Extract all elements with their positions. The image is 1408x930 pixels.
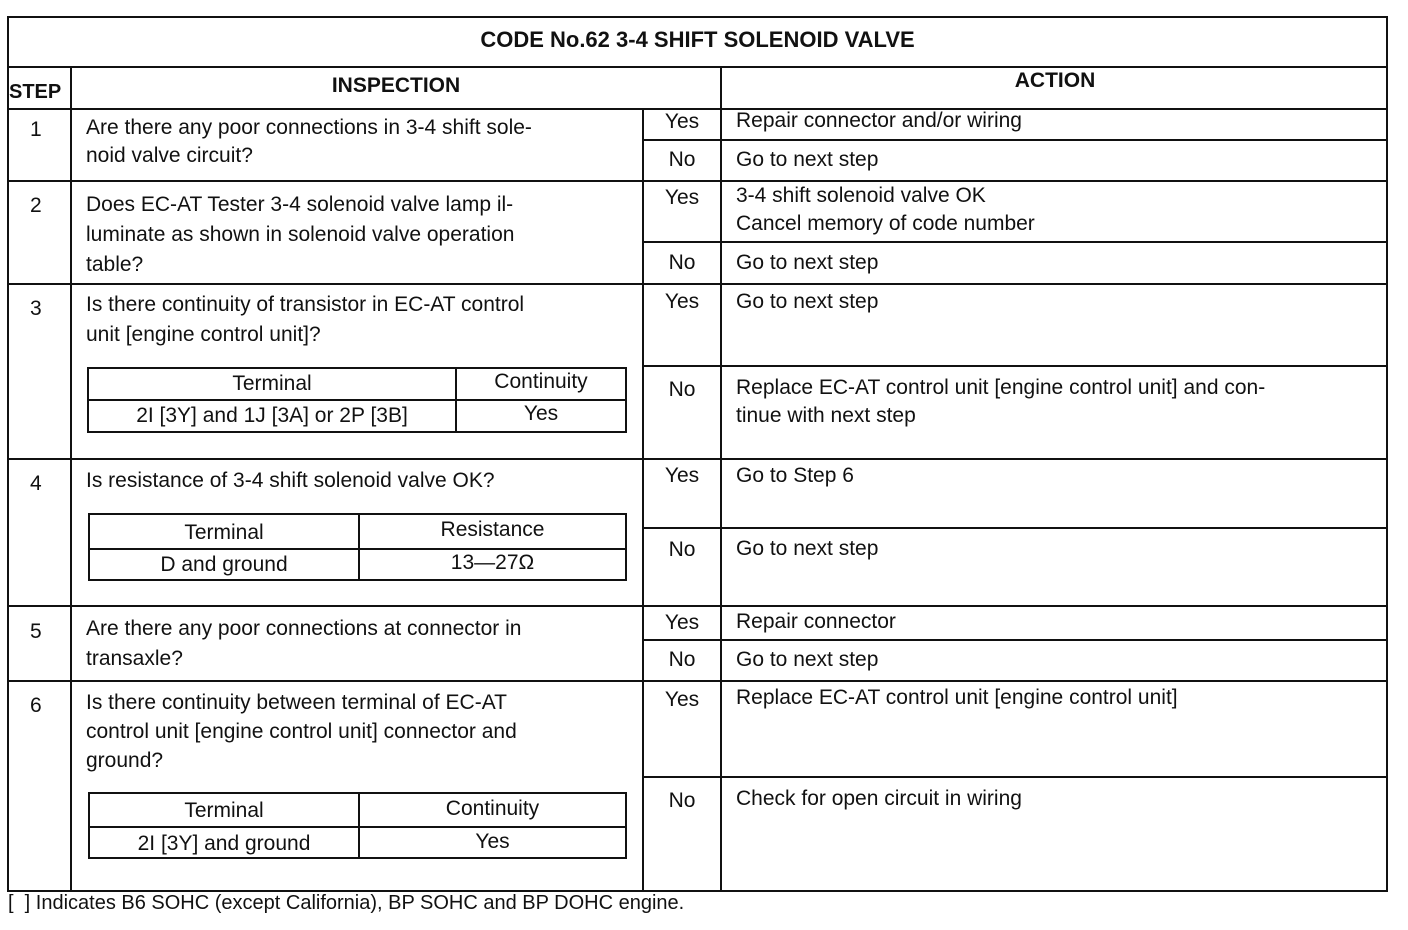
yes-action: Repair connector — [736, 610, 896, 633]
yes-label: Yes — [664, 186, 700, 209]
step-question: Is resistance of 3-4 shift solenoid valve OK? — [86, 469, 495, 492]
yes-label: Yes — [664, 688, 700, 711]
result-value: 13—27Ω — [450, 551, 535, 574]
step-question: Are there any poor connections in 3-4 shift sole- noid valve circuit? — [86, 116, 532, 167]
step-question: Is there continuity between terminal of EC-AT control unit [engine control unit] connector and ground? — [86, 691, 517, 772]
terminal-value: 2I [3Y] and 1J [3A] or 2P [3B] — [136, 404, 408, 427]
step-number: 3 — [30, 297, 42, 320]
no-action: Go to next step — [736, 648, 879, 671]
no-label: No — [668, 378, 696, 401]
yes-label: Yes — [664, 611, 700, 634]
yes-label: Yes — [664, 110, 700, 133]
header-action: ACTION — [1014, 69, 1096, 92]
no-action: Go to next step — [736, 537, 879, 560]
footnote: [ ] Indicates B6 SOHC (except California), BP SOHC and BP DOHC engine. — [8, 892, 685, 914]
terminal-value: 2I [3Y] and ground — [137, 832, 311, 855]
no-label: No — [668, 648, 696, 671]
terminal-header: Terminal — [232, 372, 312, 395]
no-action: Go to next step — [736, 251, 879, 274]
terminal-table — [88, 792, 627, 859]
header-inspection: INSPECTION — [331, 74, 461, 97]
no-label: No — [668, 789, 696, 812]
result-value: Yes — [523, 402, 559, 425]
yes-label: Yes — [664, 464, 700, 487]
no-label: No — [668, 251, 696, 274]
step-question: Does EC-AT Tester 3-4 solenoid valve lamp il- luminate as shown in solenoid valve operation table? — [86, 193, 515, 276]
yes-action: Replace EC-AT control unit [engine control unit] — [736, 686, 1178, 709]
step-question: Are there any poor connections at connector in transaxle? — [86, 617, 522, 670]
no-action: Check for open circuit in wiring — [736, 787, 1022, 810]
step-number: 5 — [30, 620, 42, 643]
header-step: STEP — [9, 81, 62, 103]
value-header: Continuity — [494, 370, 588, 393]
yes-action: 3-4 shift solenoid valve OK Cancel memory of code number — [736, 184, 1035, 235]
terminal-table — [87, 367, 627, 433]
value-header: Resistance — [440, 518, 545, 541]
no-action: Replace EC-AT control unit [engine control unit] and con- tinue with next step — [736, 376, 1266, 427]
result-value: Yes — [475, 830, 510, 853]
terminal-header: Terminal — [184, 521, 264, 544]
terminal-value: D and ground — [160, 553, 288, 576]
no-action: Go to next step — [736, 148, 879, 171]
step-number: 4 — [30, 472, 42, 495]
step-number: 2 — [30, 194, 42, 217]
value-header: Continuity — [445, 797, 540, 820]
step-number: 1 — [30, 118, 42, 141]
table-title: CODE No.62 3-4 SHIFT SOLENOID VALVE — [480, 27, 915, 52]
terminal-header: Terminal — [184, 799, 264, 822]
terminal-table — [88, 513, 627, 581]
yes-action: Go to Step 6 — [736, 464, 854, 487]
step-question: Is there continuity of transistor in EC-AT control unit [engine control unit]? — [86, 293, 525, 346]
yes-action: Repair connector and/or wiring — [736, 109, 1022, 132]
yes-label: Yes — [664, 290, 700, 313]
yes-action: Go to next step — [736, 290, 879, 313]
step-number: 6 — [30, 694, 42, 717]
no-label: No — [668, 538, 696, 561]
no-label: No — [668, 148, 696, 171]
